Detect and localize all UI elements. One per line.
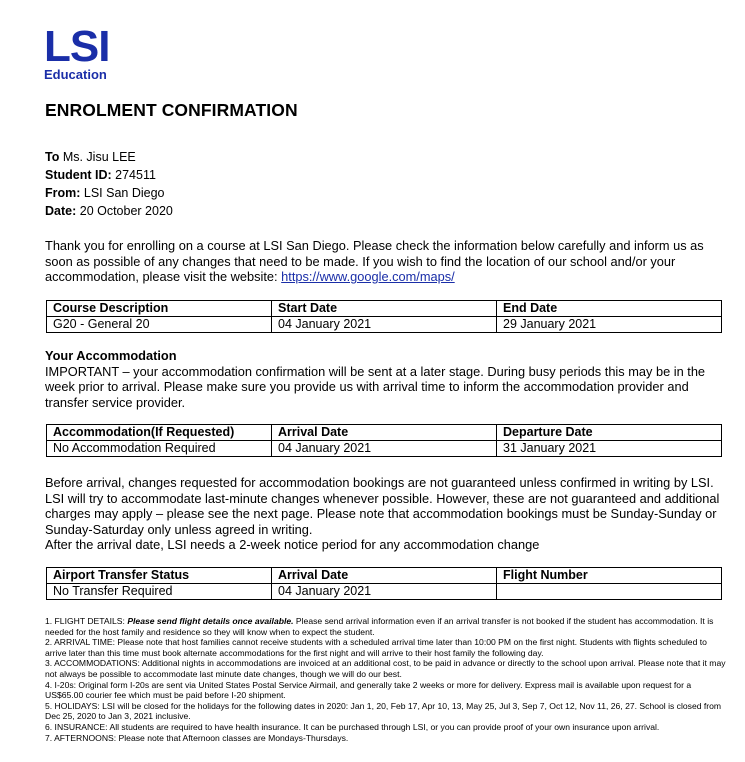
from-label: From:: [45, 186, 81, 200]
to-line: [45, 148, 173, 166]
student-id-label: Student ID:: [45, 168, 112, 182]
lsi-logo: [44, 22, 110, 82]
transfer-status-header: Airport Transfer Status: [47, 568, 272, 584]
date-label: Date:: [45, 204, 77, 218]
table-row: [47, 317, 722, 333]
date-line: [45, 202, 173, 220]
student-id-line: [45, 166, 173, 184]
accommodation-section: [45, 348, 725, 410]
footnotes: [45, 616, 730, 743]
accommodation-text: IMPORTANT – your accommodation confirmation will be sent at a later stage. During busy periods this may be in the week prior to arrival. Please make sure you provide us with arrival time to inform the accommodation provider and transfer service provider.: [45, 363, 706, 410]
date-value: 20 October 2020: [76, 204, 173, 218]
note-1-emphasis: Please send flight details once available.: [127, 616, 294, 626]
to-value: Ms. Jisu LEE: [59, 150, 136, 164]
notice-period-text: After the arrival date, LSI needs a 2-week notice period for any accommodation change: [45, 537, 540, 553]
note-arrival-time: 2. ARRIVAL TIME: Please note that host families cannot receive students with a scheduled arrival time later than 10:00 PM on the first night. Students with flights scheduled to arrive later than this time must book alternate accommodations for the first night and will arrive to their host family the following day.: [45, 637, 707, 658]
accommodation-table: [46, 424, 722, 457]
intro-paragraph: [45, 238, 725, 285]
note-1-prefix: 1. FLIGHT DETAILS:: [45, 616, 128, 626]
student-id-value: 274511: [111, 168, 156, 182]
changes-text: Before arrival, changes requested for accommodation bookings are not guaranteed unless confirmed in writing by LSI. LSI will try to accommodate last-minute changes whenever possible. However, these are not guaranteed and additional charges may apply – please see the next page. Please note that accommodation bookings must be Sunday-Sunday or Sunday-Saturday only unless agreed in writing.: [45, 475, 720, 537]
arrival-date-cell: 04 January 2021: [272, 584, 497, 600]
flight-number-cell: [497, 584, 722, 600]
course-table-header: [47, 301, 722, 317]
course-table: [46, 300, 722, 333]
start-date-cell: 04 January 2021: [272, 317, 497, 333]
start-date-header: Start Date: [272, 301, 497, 317]
accommodation-heading: Your Accommodation: [45, 348, 177, 363]
table-row: [47, 441, 722, 457]
note-flight-details: [45, 616, 730, 637]
transfer-table-header: [47, 568, 722, 584]
course-description-header: Course Description: [47, 301, 272, 317]
transfer-table: [46, 567, 722, 600]
arrival-date-header: Arrival Date: [272, 568, 497, 584]
document-title: ENROLMENT CONFIRMATION: [45, 100, 298, 120]
accommodation-header: Accommodation(If Requested): [47, 425, 272, 441]
note-holidays: 5. HOLIDAYS: LSI will be closed for the holidays for the following dates in 2020: Jan 1, 20, Feb 17, Apr 10, 13, May 25, Jul 3, Sep 7, Oct 12, Nov 11, 26, 27. School is closed from Dec 25, 2020 to Jan 3, 2021 inclusive.: [45, 700, 722, 722]
accommodation-table-header: [47, 425, 722, 441]
note-1-text: Please send arrival information even if an arrival transfer is not booked if the student has accommodation. It is needed for the host family and residence so they will know when to expect the student.: [45, 616, 714, 637]
arrival-date-header: Arrival Date: [272, 425, 497, 441]
from-line: [45, 184, 173, 202]
to-label: To: [45, 150, 60, 164]
accommodation-cell: No Accommodation Required: [47, 441, 272, 457]
changes-paragraph: [45, 475, 725, 553]
intro-text: Thank you for enrolling on a course at LSI San Diego. Please check the information below carefully and inform us as soon as possible of any changes that need to be made. If you wish to find the location of our school and/or your accommodation, please visit the website:: [45, 238, 704, 285]
departure-date-cell: 31 January 2021: [497, 441, 722, 457]
note-i20s: 4. I-20s: Original form I-20s are sent via United States Postal Service Airmail, and generally take 2 weeks or more for delivery. Express mail is available upon request for a US$65.00 courier fee which must be paid before I-20 shipment.: [45, 679, 692, 701]
end-date-cell: 29 January 2021: [497, 317, 722, 333]
from-value: LSI San Diego: [80, 186, 165, 200]
recipient-block: [45, 148, 173, 220]
departure-date-header: Departure Date: [497, 425, 722, 441]
transfer-status-cell: No Transfer Required: [47, 584, 272, 600]
maps-link[interactable]: https://www.google.com/maps/: [281, 269, 455, 285]
flight-number-header: Flight Number: [497, 568, 722, 584]
course-description-cell: G20 - General 20: [47, 317, 272, 333]
note-afternoons: 7. AFTERNOONS: Please note that Afternoon classes are Mondays-Thursdays.: [45, 732, 349, 743]
arrival-date-cell: 04 January 2021: [272, 441, 497, 457]
end-date-header: End Date: [497, 301, 722, 317]
note-insurance: 6. INSURANCE: All students are required to have health insurance. It can be purchased through LSI, or you can provide proof of your own insurance upon arrival.: [45, 721, 660, 732]
logo-wordmark: LSI: [44, 22, 110, 71]
logo-subtitle: Education: [44, 67, 107, 82]
note-accommodations: 3. ACCOMMODATIONS: Additional nights in accommodations are invoiced at an additional cost, to be paid in advance or directly to the school upon arrival. Please note that it may not always be possible to accommodate last minute date changes, though we will do our best.: [45, 658, 726, 679]
table-row: [47, 584, 722, 600]
